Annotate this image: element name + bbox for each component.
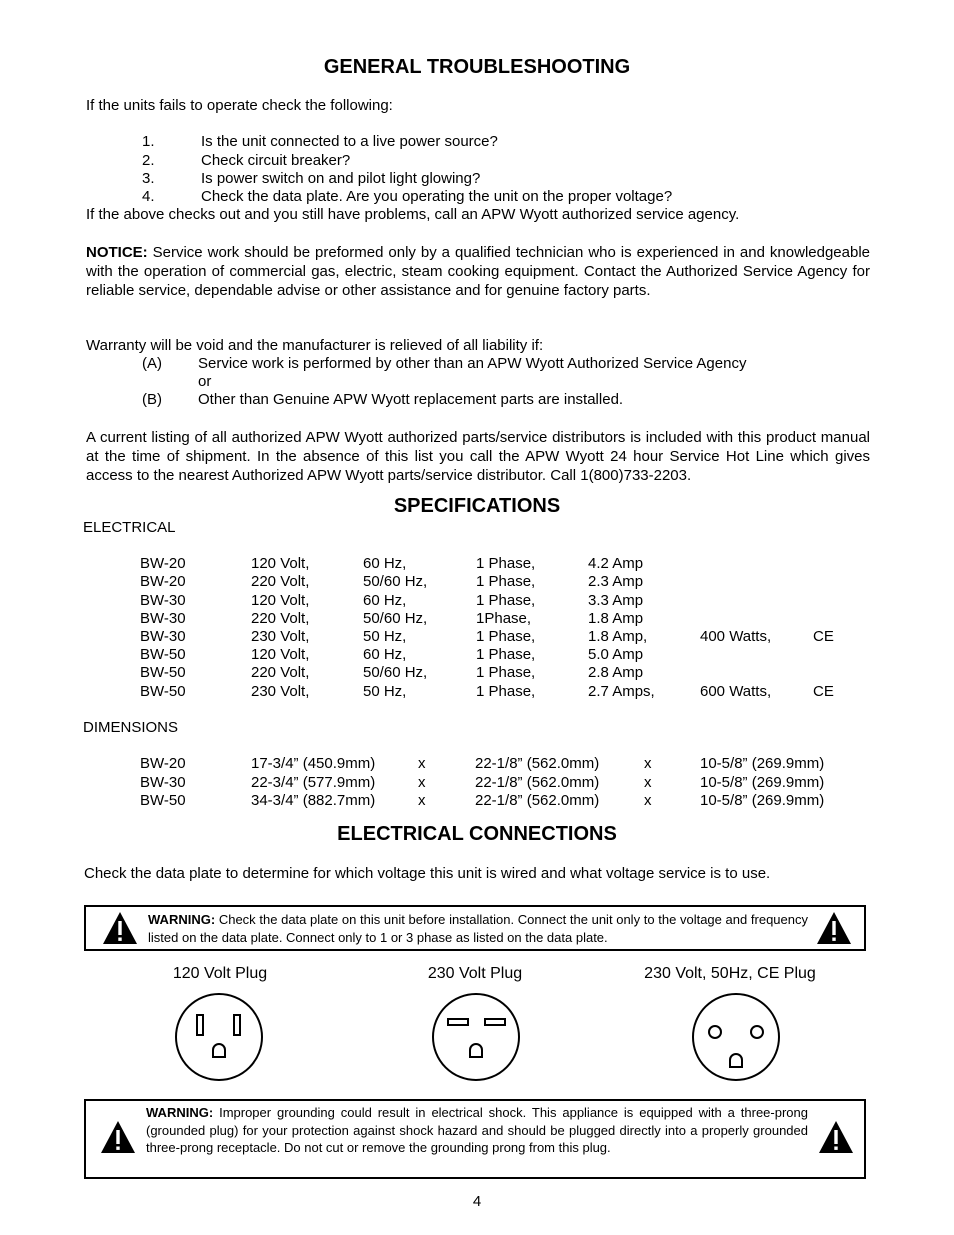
plug-label-ce: 230 Volt, 50Hz, CE Plug: [644, 965, 816, 982]
frequency-cell: 50/60 Hz,: [363, 664, 428, 681]
warning-box-grounding: [84, 1099, 866, 1179]
phase-cell: 1 Phase,: [476, 555, 536, 572]
model-cell: BW-50: [140, 646, 186, 663]
model-cell: BW-50: [140, 664, 186, 681]
model-cell: BW-30: [140, 774, 186, 791]
times-sign: x: [418, 792, 426, 809]
check-number: 1.: [142, 133, 155, 150]
amp-cell: 3.3 Amp: [588, 592, 644, 609]
depth-cell: 22-1/8” (562.0mm): [475, 792, 600, 809]
page-number: 4: [472, 1193, 482, 1210]
warranty-intro: Warranty will be void and the manufacturer is relieved of all liability if:: [86, 337, 544, 354]
troubleshooting-followup: If the above checks out and you still have problems, call an APW Wyott authorized service agency.: [86, 206, 740, 223]
watts-cell: 600 Watts,: [700, 683, 772, 700]
voltage-cell: 220 Volt,: [251, 610, 310, 627]
model-cell: BW-20: [140, 555, 186, 572]
warning-triangle-icon: [102, 911, 138, 945]
frequency-cell: 50 Hz,: [363, 683, 407, 700]
height-cell: 10-5/8” (269.9mm): [700, 792, 825, 809]
warranty-a-text: Service work is performed by other than an APW Wyott Authorized Service Agency: [198, 355, 747, 372]
warning-label: WARNING:: [148, 912, 216, 927]
warning-box-data-plate: [84, 905, 866, 951]
times-sign: x: [644, 792, 652, 809]
ce-plug-icon: [691, 992, 781, 1082]
voltage-cell: 120 Volt,: [251, 555, 310, 572]
amp-cell: 2.7 Amps,: [588, 683, 655, 700]
width-cell: 34-3/4” (882.7mm): [251, 792, 376, 809]
check-number: 3.: [142, 170, 155, 187]
check-text: Is power switch on and pilot light glowing?: [201, 170, 481, 187]
amp-cell: 5.0 Amp: [588, 646, 644, 663]
troubleshooting-intro: If the units fails to operate check the following:: [86, 97, 393, 114]
amp-cell: 1.8 Amp: [588, 610, 644, 627]
phase-cell: 1Phase,: [476, 610, 532, 627]
electrical-connections-title: ELECTRICAL CONNECTIONS: [337, 823, 617, 845]
specifications-title: SPECIFICATIONS: [393, 495, 561, 517]
model-cell: BW-30: [140, 628, 186, 645]
model-cell: BW-20: [140, 755, 186, 772]
depth-cell: 22-1/8” (562.0mm): [475, 774, 600, 791]
check-text: Is the unit connected to a live power source?: [201, 133, 498, 150]
230-volt-plug-icon: [431, 992, 521, 1082]
phase-cell: 1 Phase,: [476, 683, 536, 700]
phase-cell: 1 Phase,: [476, 573, 536, 590]
voltage-cell: 230 Volt,: [251, 628, 310, 645]
phase-cell: 1 Phase,: [476, 646, 536, 663]
amp-cell: 2.3 Amp: [588, 573, 644, 590]
times-sign: x: [644, 755, 652, 772]
frequency-cell: 60 Hz,: [363, 646, 407, 663]
troubleshooting-title: GENERAL TROUBLESHOOTING: [323, 56, 631, 78]
notice-paragraph: [86, 243, 870, 300]
phase-cell: 1 Phase,: [476, 664, 536, 681]
phase-cell: 1 Phase,: [476, 628, 536, 645]
warning-label: WARNING:: [146, 1105, 214, 1120]
model-cell: BW-20: [140, 573, 186, 590]
ce-cell: CE: [813, 628, 834, 645]
dimensions-label: DIMENSIONS: [83, 719, 179, 736]
frequency-cell: 50/60 Hz,: [363, 610, 428, 627]
electrical-label: ELECTRICAL: [83, 519, 176, 536]
amp-cell: 2.8 Amp: [588, 664, 644, 681]
amp-cell: 1.8 Amp,: [588, 628, 648, 645]
plug-label-120v: 120 Volt Plug: [172, 965, 268, 982]
warranty-a-label: (A): [142, 355, 162, 372]
voltage-cell: 230 Volt,: [251, 683, 310, 700]
warning-body: Improper grounding could result in electrical shock. This appliance is equipped with a three-prong (grounded plug) for your protection against shock hazard and should be plugged directly into a properly grounded three-prong receptacle. Do not cut or remove the grounding prong from this plug.: [146, 1105, 808, 1155]
warranty-b-text: Other than Genuine APW Wyott replacement parts are installed.: [198, 391, 624, 408]
depth-cell: 22-1/8” (562.0mm): [475, 755, 600, 772]
height-cell: 10-5/8” (269.9mm): [700, 774, 825, 791]
warning-text: [146, 1104, 808, 1157]
voltage-cell: 120 Volt,: [251, 646, 310, 663]
phase-cell: 1 Phase,: [476, 592, 536, 609]
times-sign: x: [418, 755, 426, 772]
model-cell: BW-30: [140, 610, 186, 627]
height-cell: 10-5/8” (269.9mm): [700, 755, 825, 772]
check-number: 2.: [142, 152, 155, 169]
model-cell: BW-50: [140, 683, 186, 700]
warranty-or: or: [198, 373, 212, 390]
check-text: Check circuit breaker?: [201, 152, 351, 169]
notice-text: Service work should be preformed only by a qualified technician who is experienced in and knowledgeable with the operation of commercial gas, electric, steam cooking equipment. Contact the Authorized Service Agency for reliable service, dependable advise or other assistance and for genuine factory parts.: [86, 244, 870, 299]
check-number: 4.: [142, 188, 155, 205]
width-cell: 22-3/4” (577.9mm): [251, 774, 376, 791]
warning-triangle-icon: [816, 911, 852, 945]
warranty-b-label: (B): [142, 391, 162, 408]
frequency-cell: 50/60 Hz,: [363, 573, 428, 590]
amp-cell: 4.2 Amp: [588, 555, 644, 572]
connections-intro: Check the data plate to determine for which voltage this unit is wired and what voltage service is to use.: [84, 865, 771, 882]
watts-cell: 400 Watts,: [700, 628, 772, 645]
width-cell: 17-3/4” (450.9mm): [251, 755, 376, 772]
voltage-cell: 220 Volt,: [251, 664, 310, 681]
frequency-cell: 60 Hz,: [363, 592, 407, 609]
times-sign: x: [644, 774, 652, 791]
voltage-cell: 220 Volt,: [251, 573, 310, 590]
warning-triangle-icon: [818, 1120, 854, 1154]
notice-label: NOTICE:: [86, 244, 148, 261]
warning-body: Check the data plate on this unit before installation. Connect the unit only to the voltage and frequency listed on the data plate. Connect only to 1 or 3 phase as listed on the data plate.: [148, 912, 808, 945]
model-cell: BW-30: [140, 592, 186, 609]
times-sign: x: [418, 774, 426, 791]
warning-triangle-icon: [100, 1120, 136, 1154]
120-volt-plug-icon: [174, 992, 264, 1082]
voltage-cell: 120 Volt,: [251, 592, 310, 609]
distributor-listing: A current listing of all authorized APW Wyott authorized parts/service distributors is included with this product manual at the time of shipment. In the absence of this list you call the APW Wyott 24 hour Service Hot Line which gives access to the nearest Authorized APW Wyott parts/service distributor. Call 1(800)733-2203.: [86, 429, 870, 484]
frequency-cell: 50 Hz,: [363, 628, 407, 645]
check-text: Check the data plate. Are you operating the unit on the proper voltage?: [201, 188, 673, 205]
warning-text: [148, 911, 808, 946]
model-cell: BW-50: [140, 792, 186, 809]
frequency-cell: 60 Hz,: [363, 555, 407, 572]
plug-label-230v: 230 Volt Plug: [427, 965, 523, 982]
ce-cell: CE: [813, 683, 834, 700]
